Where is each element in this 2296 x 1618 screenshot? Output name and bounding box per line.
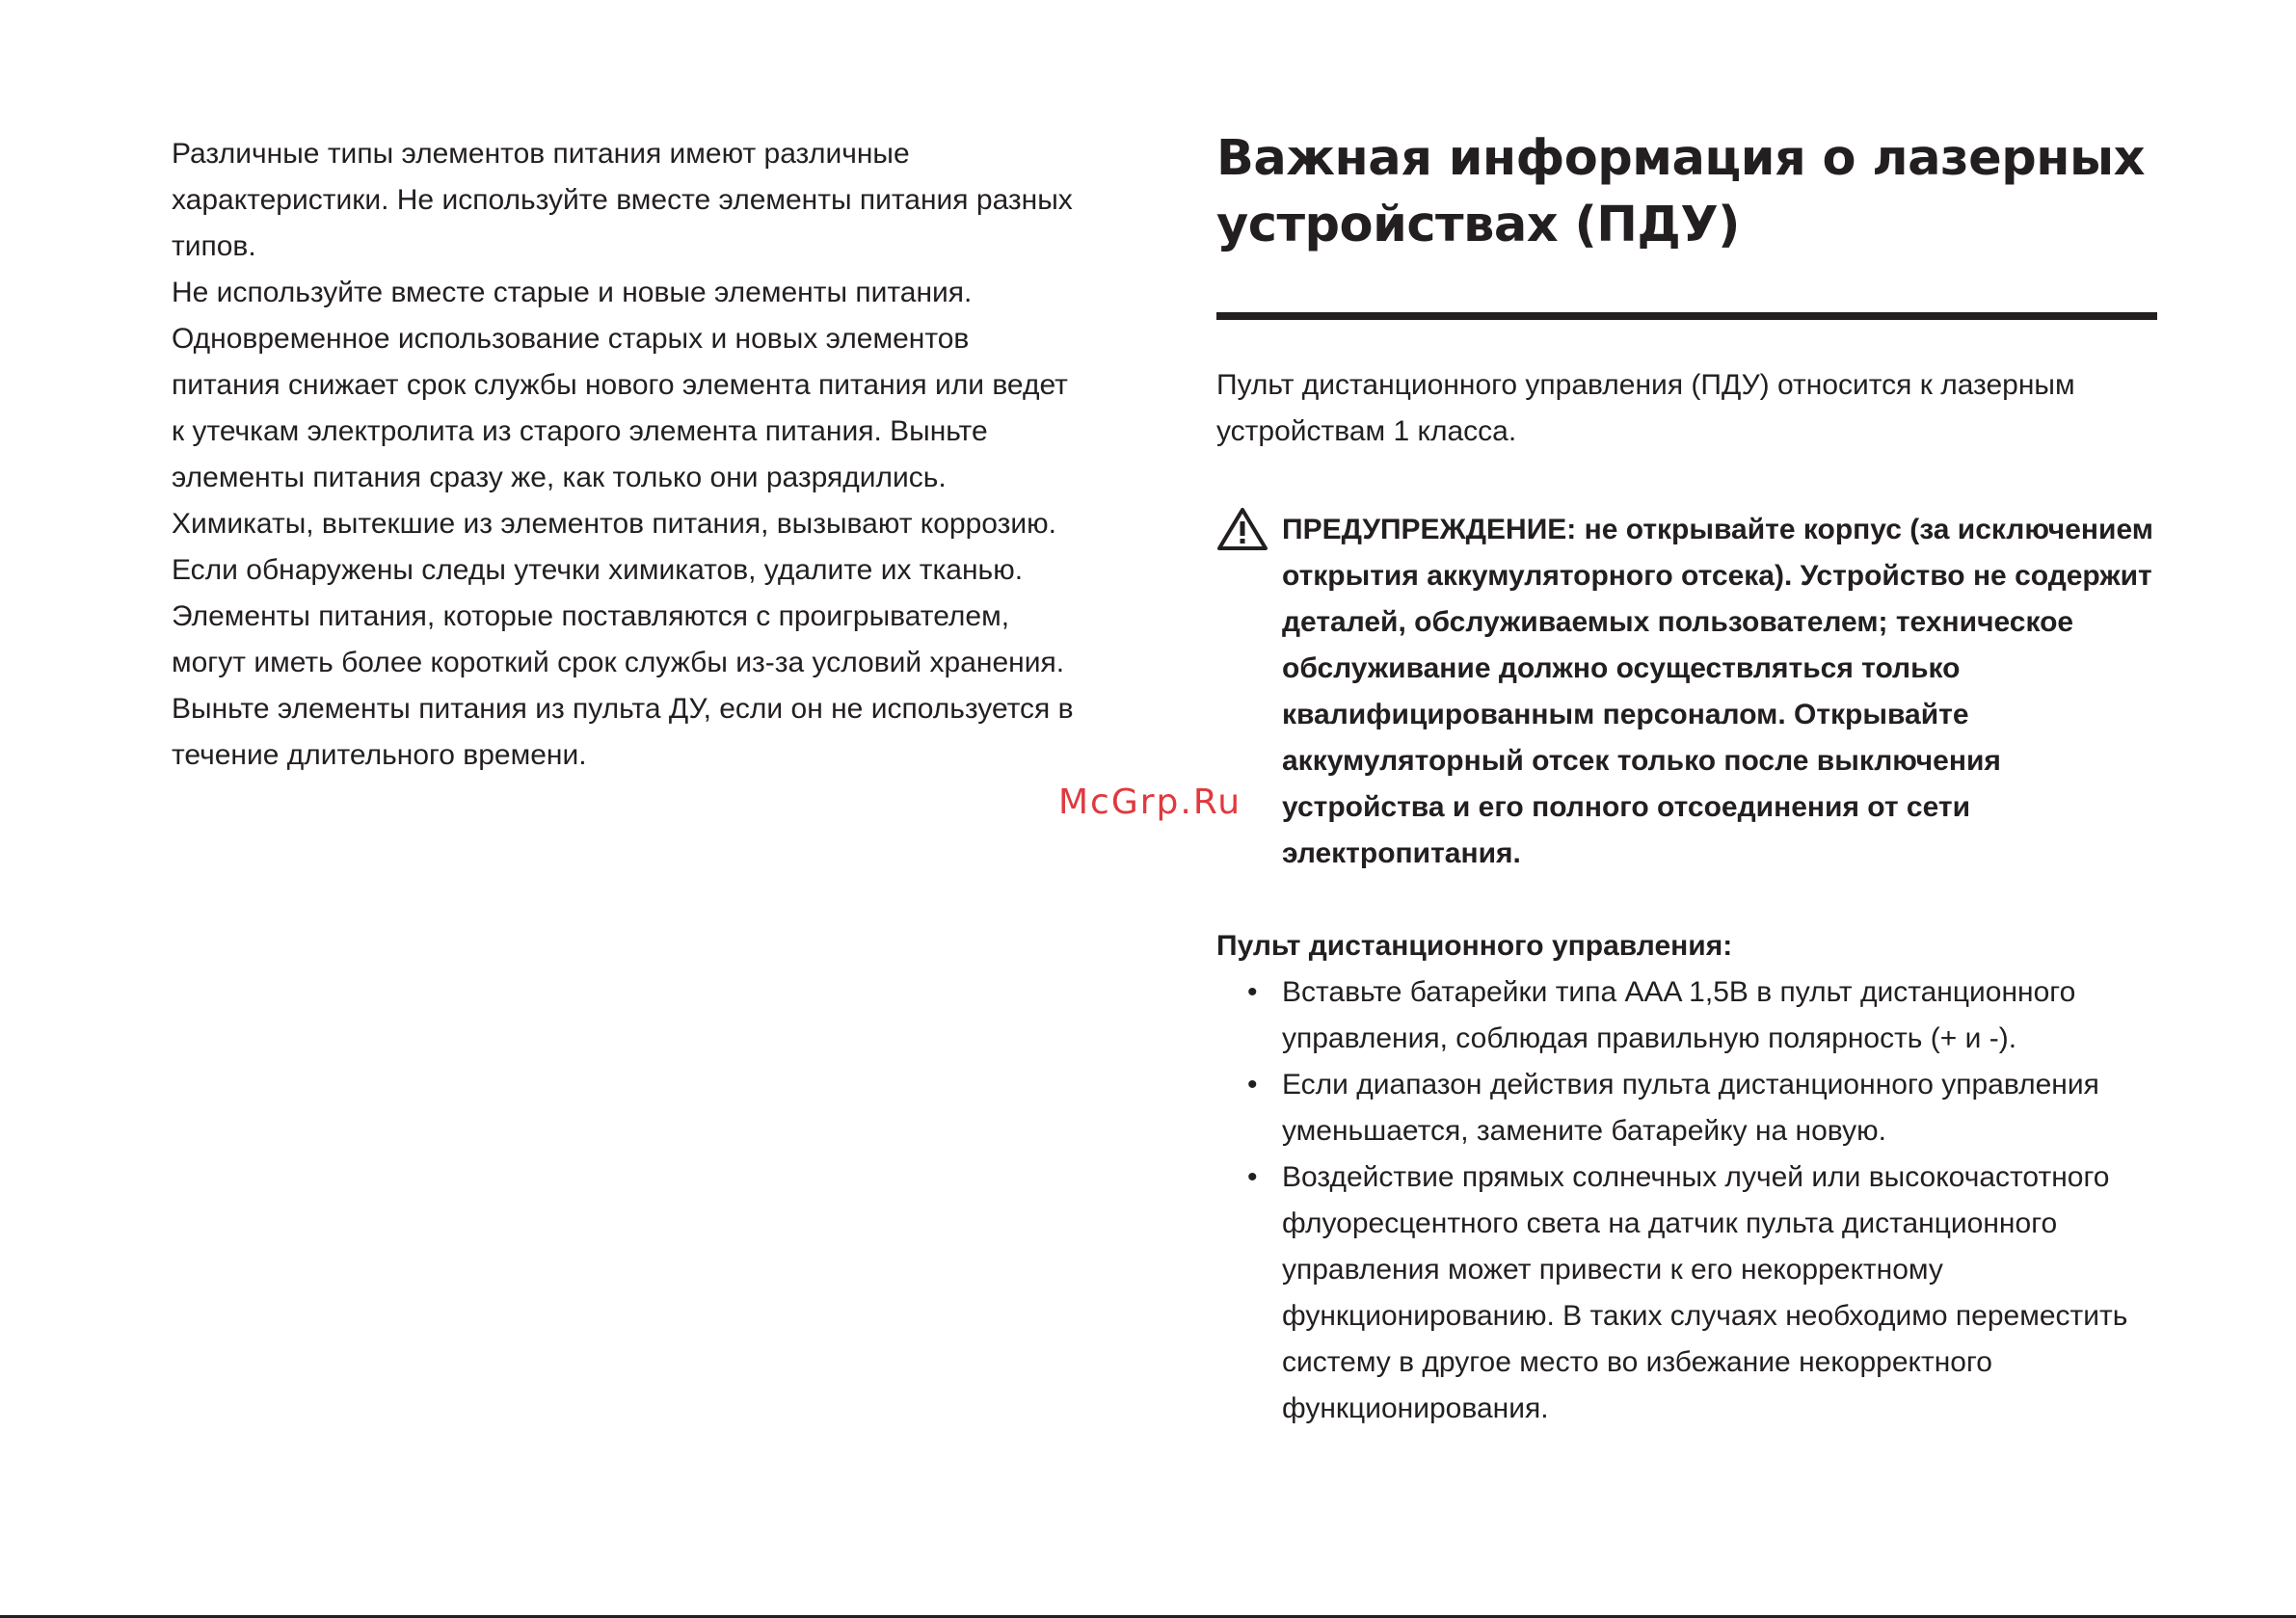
- warning-text: ПРЕДУПРЕЖДЕНИЕ: не открывайте корпус (за исключением открытия аккумуляторного отсека). Устройство не содержит деталей, обслуживаемых пользователем; техническое обслуживание должно осуществляться только квалифицированным персоналом. Открывайте аккумуляторный отсек только после выключения устройства и его полного отсоединения от сети электропитания.: [1282, 514, 2153, 869]
- battery-mixing-paragraph: Не используйте вместе старые и новые элементы питания. Одновременное использование старых и новых элементов питания снижает срок службы нового элемента питания или ведет к утечкам электролита из старого элемента питания. Выньте элементы питания сразу же, как только они разрядились. Химикаты, вытекшие из элементов питания, вызывают коррозию. Если обнаружены следы утечки химикатов, удалите их тканью. Элементы питания, которые поставляются с проигрывателем, могут иметь более короткий срок службы из-за условий хранения. Выньте элементы питания из пульта ДУ, если он не используется в течение длительного времени.: [172, 277, 1074, 771]
- list-item-text: Воздействие прямых солнечных лучей или высокочастотного флуоресцентного света на датчик пульта дистанционного управления может привести к его некорректному функционированию. В таких случаях необходимо переместить систему в другое место во избежание некорректного функционирования.: [1282, 1161, 2128, 1424]
- bullet-mark: •: [1247, 976, 1258, 1008]
- left-column: [172, 131, 1078, 779]
- heading-divider: [1216, 312, 2157, 320]
- laser-class-intro: Пульт дистанционного управления (ПДУ) относится к лазерным устройствам 1 класса.: [1216, 369, 2075, 447]
- heading-line-2: устройствах (ПДУ): [1216, 197, 1740, 253]
- list-item: [1216, 1062, 2157, 1154]
- remote-control-title: Пульт дистанционного управления:: [1216, 930, 1733, 962]
- warning-block: [1216, 507, 2157, 877]
- list-item: [1216, 1154, 2157, 1432]
- bullet-mark: •: [1247, 1069, 1258, 1101]
- right-column: [1216, 125, 2157, 1432]
- list-item: [1216, 969, 2157, 1062]
- bullet-mark: •: [1247, 1161, 1258, 1193]
- laser-info-heading: [1216, 125, 2157, 258]
- list-item-text: Вставьте батарейки типа AAA 1,5В в пульт дистанционного управления, соблюдая правильную полярность (+ и -).: [1282, 976, 2076, 1054]
- remote-control-list: [1216, 969, 2157, 1432]
- list-item-text: Если диапазон действия пульта дистанционного управления уменьшается, замените батарейку на новую.: [1282, 1069, 2099, 1147]
- warning-triangle-icon: [1216, 507, 1268, 551]
- battery-types-paragraph: Различные типы элементов питания имеют различные характеристики. Не используйте вместе элементы питания разных типов.: [172, 138, 1073, 262]
- heading-line-1: Важная информация о лазерных: [1216, 130, 2145, 187]
- watermark: McGrp.Ru: [1058, 782, 1242, 822]
